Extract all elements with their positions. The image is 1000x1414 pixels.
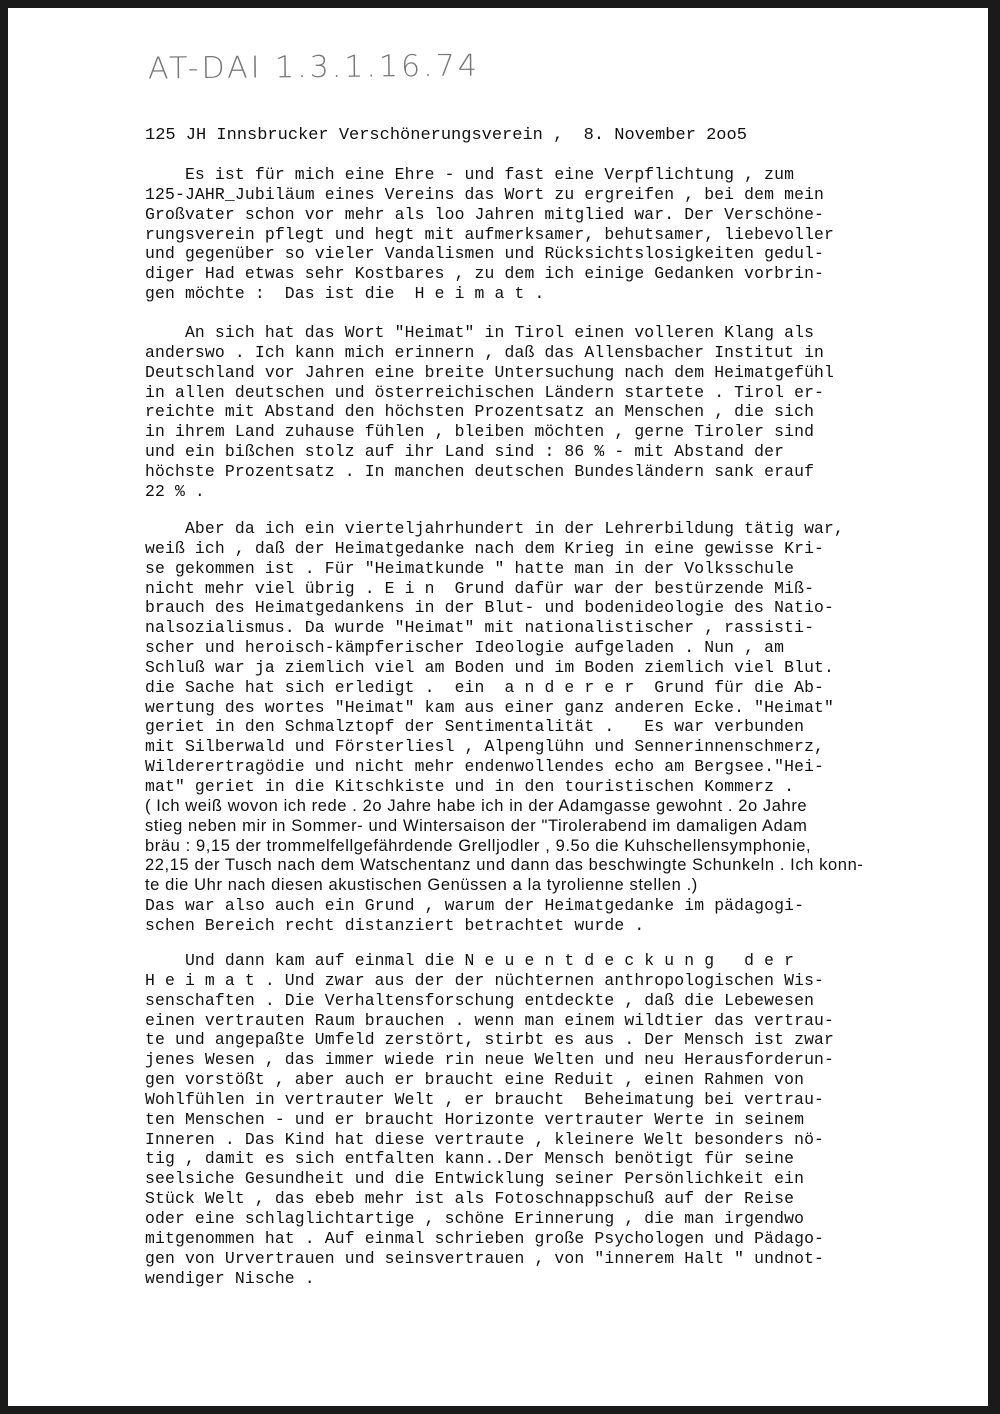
text-line: ten Menschen - und er braucht Horizonte vertrauter Werte in seinem xyxy=(145,1109,805,1129)
paragraph-4 xyxy=(145,951,965,1288)
text-line: H e i m a t . Und zwar aus der der nüchternen anthropologischen Wis- xyxy=(145,970,825,990)
paragraph-2 xyxy=(145,323,965,502)
paragraph-3 xyxy=(145,519,965,936)
text-line: und ein bißchen stolz auf ihr Land sind : 86 % - mit Abstand der xyxy=(145,442,785,462)
text-line: in allen deutschen und österreichischen Ländern startete . Tirol er- xyxy=(145,382,825,402)
text-line: Großvater schon vor mehr als loo Jahren mitglied war. Der Verschöne- xyxy=(145,204,825,224)
text-line: schen Bereich recht distanziert betrachtet wurde . xyxy=(145,915,645,935)
text-line: reichte mit Abstand den höchsten Prozentsatz an Menschen , die sich xyxy=(145,402,815,422)
text-line: An sich hat das Wort "Heimat" in Tirol einen volleren Klang als xyxy=(145,323,815,342)
text-line: Es ist für mich eine Ehre - und fast eine Verpflichtung , zum xyxy=(145,165,795,184)
text-line: brauch des Heimatgedankens in der Blut- und bodenideologie des Natio- xyxy=(145,598,835,618)
text-line: jenes Wesen , das immer wiede rin neue Welten und neu Herausforderun- xyxy=(145,1050,835,1070)
text-line: te die Uhr nach diesen akustischen Genüssen a la tyrolienne stellen .) xyxy=(145,876,698,895)
text-line: gen möchte : Das ist die H e i m a t . xyxy=(145,284,545,304)
text-line: Wohlfühlen in vertrauter Welt , er braucht Beheimatung bei vertrau- xyxy=(145,1089,825,1109)
text-line: oder eine schlaglichtartige , schöne Erinnerung , die man irgendwo xyxy=(145,1208,805,1228)
text-line: mat" geriet in die Kitschkiste und in den touristischen Kommerz . xyxy=(145,776,795,796)
text-line: geriet in den Schmalztopf der Sentimentalität . Es war verbunden xyxy=(145,717,805,737)
text-line: gen von Urvertrauen und seinsvertrauen , von "innerem Halt " undnot- xyxy=(145,1248,825,1268)
text-line: scher und heroisch-kämpferischer Ideologie aufgeladen . Nun , am xyxy=(145,638,785,658)
text-line: Wilderertragödie und nicht mehr endenwollendes echo am Bergsee."Hei- xyxy=(145,757,825,777)
text-line: höchste Prozentsatz . In manchen deutschen Bundesländern sank erauf xyxy=(145,461,815,481)
text-line: wertung des wortes "Heimat" kam aus einer ganz anderen Ecke. "Heimat" xyxy=(145,697,835,717)
text-line: rungsverein pflegt und hegt mit aufmerksamer, behutsamer, liebevoller xyxy=(145,224,835,244)
text-line: te und angepaßte Umfeld zerstört, stirbt es aus . Der Mensch ist zwar xyxy=(145,1030,835,1050)
text-line: gen vorstößt , aber auch er braucht eine Reduit , einen Rahmen von xyxy=(145,1070,805,1090)
text-line: wendiger Nische . xyxy=(145,1268,315,1288)
text-line: 22 % . xyxy=(145,481,205,501)
text-line: in ihrem Land zuhause fühlen , bleiben möchten , gerne Tiroler sind xyxy=(145,422,815,442)
text-line: Inneren . Das Kind hat diese vertraute , kleinere Welt besonders nö- xyxy=(145,1129,825,1149)
text-line: tig , damit es sich entfalten kann..Der Mensch benötigt für seine xyxy=(145,1149,795,1169)
document-title-line: 125 JH Innsbrucker Verschönerungsverein , 8. November 2oo5 xyxy=(145,126,747,145)
text-line: Stück Welt , das ebeb mehr ist als Fotoschnappschuß auf der Reise xyxy=(145,1189,795,1209)
text-line: stieg neben mir in Sommer- und Wintersaison der "Tirolerabend im damaligen Adam xyxy=(145,816,808,835)
document-page xyxy=(8,8,988,1406)
text-line: weiß ich , daß der Heimatgedanke nach dem Krieg in eine gewisse Kri- xyxy=(145,538,825,558)
text-line: nicht mehr viel übrig . E i n Grund dafür war der bestürzende Miß- xyxy=(145,578,815,598)
text-line: und gegenüber so vieler Vandalismen und Rücksichtslosigkeiten gedul- xyxy=(145,244,825,264)
text-line: die Sache hat sich erledigt . ein a n d e r e r Grund für die Ab- xyxy=(145,677,825,697)
text-line: anderswo . Ich kann mich erinnern , daß das Allensbacher Institut in xyxy=(145,342,825,362)
text-line: mit Silberwald und Försterliesl , Alpenglühn und Sennerinnenschmerz, xyxy=(145,737,825,757)
text-line: einen vertrauten Raum brauchen . wenn man einem wildtier das vertrau- xyxy=(145,1010,835,1030)
text-line: Deutschland vor Jahren eine breite Untersuchung nach dem Heimatgefühl xyxy=(145,362,835,382)
text-line: Aber da ich ein vierteljahrhundert in der Lehrerbildung tätig war, xyxy=(145,519,845,538)
text-line: seelsiche Gesundheit und die Entwicklung seiner Persönlichkeit ein xyxy=(145,1169,805,1189)
text-line: nalsozialismus. Da wurde "Heimat" mit nationalistischer , rassisti- xyxy=(145,618,815,638)
text-line: Und dann kam auf einmal die N e u e n t d e c k u n g d e r xyxy=(145,951,795,970)
paragraph-1 xyxy=(145,165,965,304)
text-line: 125-JAHR_Jubiläum eines Vereins das Wort zu ergreifen , bei dem mein xyxy=(145,184,825,204)
text-line: diger Had etwas sehr Kostbares , zu dem ich einige Gedanken vorbrin- xyxy=(145,264,825,284)
text-line: se gekommen ist . Für "Heimatkunde " hatte man in der Volksschule xyxy=(145,558,795,578)
text-line: senschaften . Die Verhaltensforschung entdeckte , daß die Lebewesen xyxy=(145,990,815,1010)
text-line: 22,15 der Tusch nach dem Watschentanz und dann das beschwingte Schunkeln . Ich konn- xyxy=(145,856,864,875)
text-line: Das war also auch ein Grund , warum der Heimatgedanke im pädagogi- xyxy=(145,896,805,916)
text-line: bräu : 9,15 der trommelfellgefährdende Grelljodler , 9.5o die Kuhschellensymphonie, xyxy=(145,836,812,855)
text-line: ( Ich weiß wovon ich rede . 2o Jahre habe ich in der Adamgasse gewohnt . 2o Jahre xyxy=(145,796,808,815)
text-line: Schluß war ja ziemlich viel am Boden und im Boden ziemlich viel Blut. xyxy=(145,657,835,677)
archive-reference-number: AT-DAI 1.3.1.16.74 xyxy=(147,48,480,87)
text-line: mitgenommen hat . Auf einmal schrieben große Psychologen und Pädago- xyxy=(145,1228,825,1248)
